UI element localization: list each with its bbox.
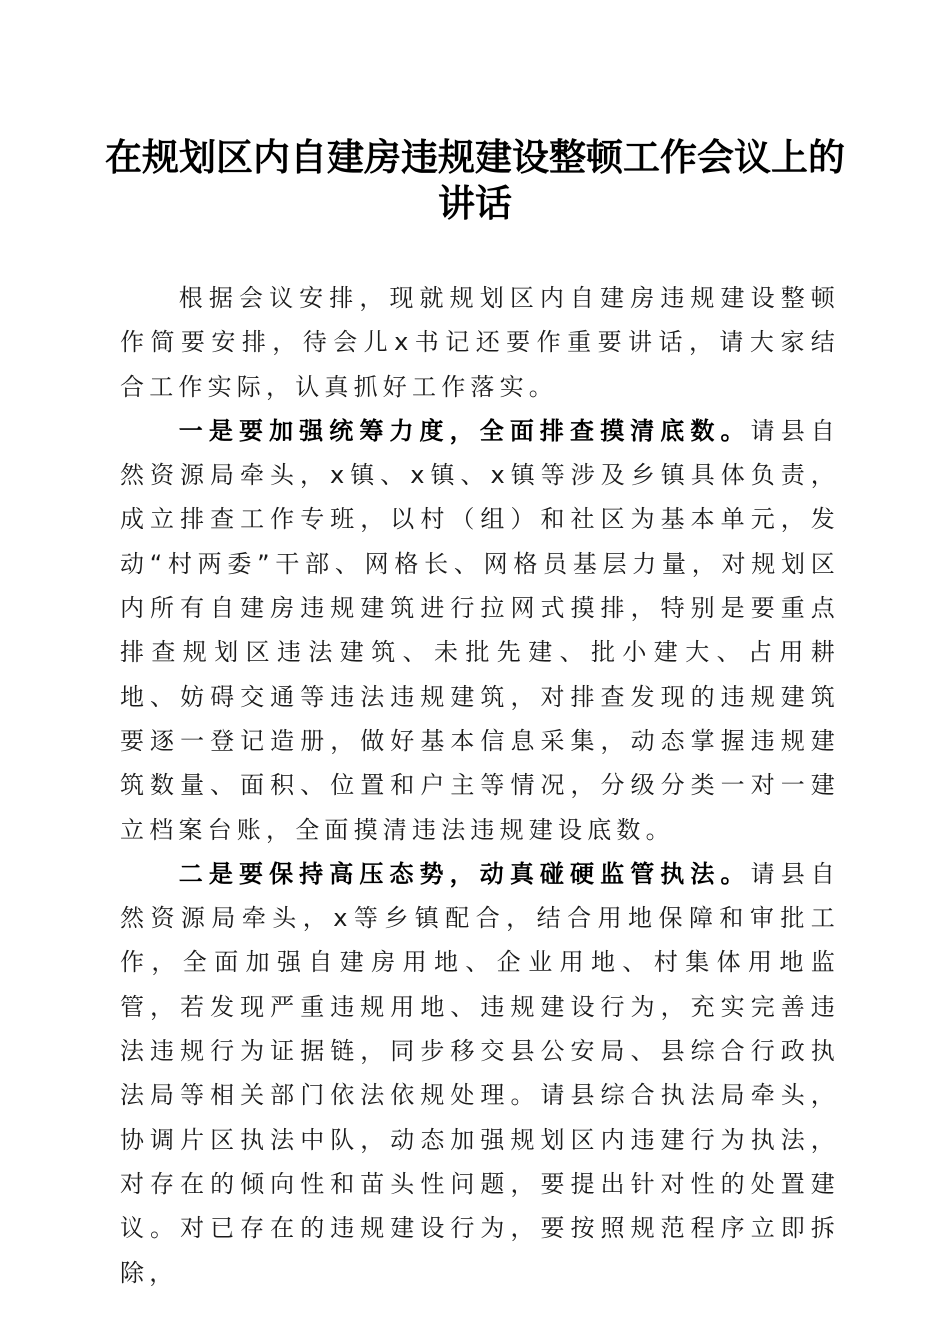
paragraph-intro	[120, 276, 840, 409]
document-title	[100, 134, 850, 226]
paragraph-lead: 二是要保持高压态势，动真碰硬监管执法。	[178, 859, 751, 888]
paragraph-lead: 一是要加强统筹力度，全面排查摸清底数。	[178, 416, 751, 445]
title-line-1: 在规划区内自建房违规建设整顿工作会议上的	[105, 135, 845, 179]
paragraph-text: 请县自然资源局牵头，x镇、x镇、x镇等涉及乡镇具体负责，成立排查工作专班，以村（组）和社区为基本单元，发动“村两委”干部、网格长、网格员基层力量，对规划区内所有自建房违规建筑进行拉网式摸排，特别是要重点排查规划区违法建筑、未批先建、批小建大、占用耕地、妨碍交通等违法违规建筑，对排查发现的违规建筑要逐一登记造册，做好基本信息采集，动态掌握违规建筑数量、面积、位置和户主等情况，分级分类一对一建立档案台账，全面摸清违法违规建设底数。	[120, 416, 840, 844]
paragraph-point-2	[120, 852, 840, 1295]
paragraph-text: 根据会议安排，现就规划区内自建房违规建设整顿作简要安排，待会儿x书记还要作重要讲话，请大家结合工作实际，认真抓好工作落实。	[120, 284, 840, 401]
title-line-2: 讲话	[438, 181, 512, 225]
paragraph-point-1	[120, 409, 840, 852]
paragraph-text: 请县自然资源局牵头，x等乡镇配合，结合用地保障和审批工作，全面加强自建房用地、企业用地、村集体用地监管，若发现严重违规用地、违规建设行为，充实完善违法违规行为证据链，同步移交县公安局、县综合行政执法局等相关部门依法依规处理。请县综合执法局牵头，协调片区执法中队，动态加强规划区内违建行为执法，对存在的倾向性和苗头性问题，要提出针对性的处置建议。对已存在的违规建设行为，要按照规范程序立即拆除，	[120, 859, 840, 1287]
document-body	[120, 276, 840, 1295]
